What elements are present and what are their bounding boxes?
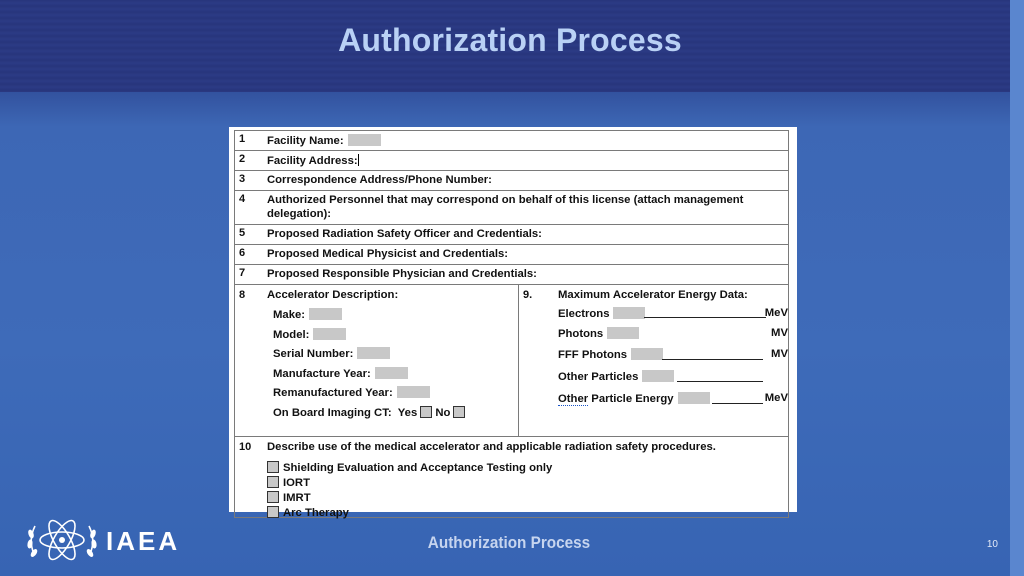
other-particles-field[interactable] xyxy=(642,370,674,382)
form-row-accelerator-energy xyxy=(234,285,789,437)
imaging-yes-checkbox[interactable] xyxy=(420,406,432,418)
slide-title: Authorization Process xyxy=(338,22,682,58)
other-particles-label: Other Particles xyxy=(558,371,639,383)
manufacture-year-field[interactable] xyxy=(375,367,408,379)
use-option-checkbox[interactable] xyxy=(267,476,279,488)
iaea-logo-text: IAEA xyxy=(106,526,181,556)
manufacture-year-label: Manufacture Year: xyxy=(273,368,371,380)
row-number: 6 xyxy=(239,247,246,259)
use-option-label: IMRT xyxy=(283,491,311,504)
use-option xyxy=(267,476,788,491)
row-number: 5 xyxy=(239,227,246,239)
form-row-authorized-personnel xyxy=(234,191,789,225)
row-number: 9. xyxy=(523,289,533,301)
facility-address-field[interactable] xyxy=(358,154,359,166)
energy-data-heading: Maximum Accelerator Energy Data: xyxy=(558,289,748,301)
facility-name-label: Facility Name: xyxy=(267,135,344,147)
row-number: 7 xyxy=(239,267,246,279)
photons-label: Photons xyxy=(558,328,604,340)
fff-photons-label: FFF Photons xyxy=(558,349,628,361)
electrons-label: Electrons xyxy=(558,308,610,320)
photons-unit: MV xyxy=(771,327,788,339)
physicist-label: Proposed Medical Physicist and Credentials: xyxy=(267,248,509,260)
use-option-checkbox[interactable] xyxy=(267,491,279,503)
make-field[interactable] xyxy=(309,308,342,320)
correspondence-label: Correspondence Address/Phone Number: xyxy=(267,174,492,186)
electrons-field[interactable] xyxy=(613,307,645,319)
form-row-facility-name xyxy=(234,130,789,151)
accelerator-description-section xyxy=(235,285,519,436)
model-label: Model: xyxy=(273,329,310,341)
authorized-personnel-label: Authorized Personnel that may correspond on behalf of this license (attach management delegation): xyxy=(267,194,744,220)
energy-data-section xyxy=(519,285,788,436)
row-number: 3 xyxy=(239,173,246,185)
serial-number-label: Serial Number: xyxy=(273,348,354,360)
imaging-no-label: No xyxy=(435,407,451,419)
row-number: 8 xyxy=(239,289,246,301)
form-row-physician xyxy=(234,265,789,285)
form-row-accelerator-use xyxy=(234,437,789,518)
electrons-line xyxy=(644,317,766,318)
remanufactured-year-label: Remanufactured Year: xyxy=(273,387,393,399)
serial-number-field[interactable] xyxy=(357,347,390,359)
form-table xyxy=(234,130,789,518)
rso-label: Proposed Radiation Safety Officer and Credentials: xyxy=(267,228,542,240)
remanufactured-year-field[interactable] xyxy=(397,386,430,398)
other-particle-energy-field[interactable] xyxy=(678,392,710,404)
page-number: 10 xyxy=(986,539,998,550)
form-row-rso xyxy=(234,225,789,245)
electrons-unit: MeV xyxy=(764,307,788,319)
slide-edge xyxy=(1010,0,1024,576)
other-particles-line xyxy=(677,381,763,382)
form-row-correspondence xyxy=(234,171,789,191)
accelerator-use-heading: Describe use of the medical accelerator and applicable radiation safety procedures. xyxy=(267,441,716,453)
other-particle-energy-label: Particle Energy xyxy=(588,393,674,405)
use-option-label: Shielding Evaluation and Acceptance Testing only xyxy=(283,461,553,474)
footer-title: Authorization Process xyxy=(427,533,591,552)
physician-label: Proposed Responsible Physician and Credentials: xyxy=(267,268,537,280)
row-number: 10 xyxy=(239,441,252,453)
use-option-label: IORT xyxy=(283,476,310,489)
use-option xyxy=(267,461,788,476)
facility-address-label: Facility Address: xyxy=(267,155,358,167)
use-option-label: Arc Therapy xyxy=(283,506,349,519)
form-row-facility-address xyxy=(234,151,789,171)
row-number: 4 xyxy=(239,193,246,205)
use-option-checkbox[interactable] xyxy=(267,506,279,518)
license-application-form xyxy=(229,127,797,519)
fff-photons-line xyxy=(662,359,763,360)
imaging-no-checkbox[interactable] xyxy=(453,406,465,418)
row-number: 2 xyxy=(239,153,246,165)
form-row-physicist xyxy=(234,245,789,265)
model-field[interactable] xyxy=(313,328,346,340)
use-option-checkbox[interactable] xyxy=(267,461,279,473)
other-word: Other xyxy=(558,393,589,405)
imaging-yes-label: Yes xyxy=(397,407,418,419)
other-particle-energy-unit: MeV xyxy=(764,392,788,404)
fff-photons-field[interactable] xyxy=(631,348,663,360)
imaging-ct-label: On Board Imaging CT: xyxy=(273,407,392,419)
make-label: Make: xyxy=(273,309,306,321)
facility-name-field[interactable] xyxy=(348,134,381,146)
accelerator-description-heading: Accelerator Description: xyxy=(267,289,399,301)
use-option xyxy=(267,491,788,506)
row-number: 1 xyxy=(239,133,246,145)
fff-photons-unit: MV xyxy=(771,348,788,360)
use-option xyxy=(267,506,788,521)
other-particle-energy-line xyxy=(712,403,763,404)
photons-field[interactable] xyxy=(607,327,639,339)
